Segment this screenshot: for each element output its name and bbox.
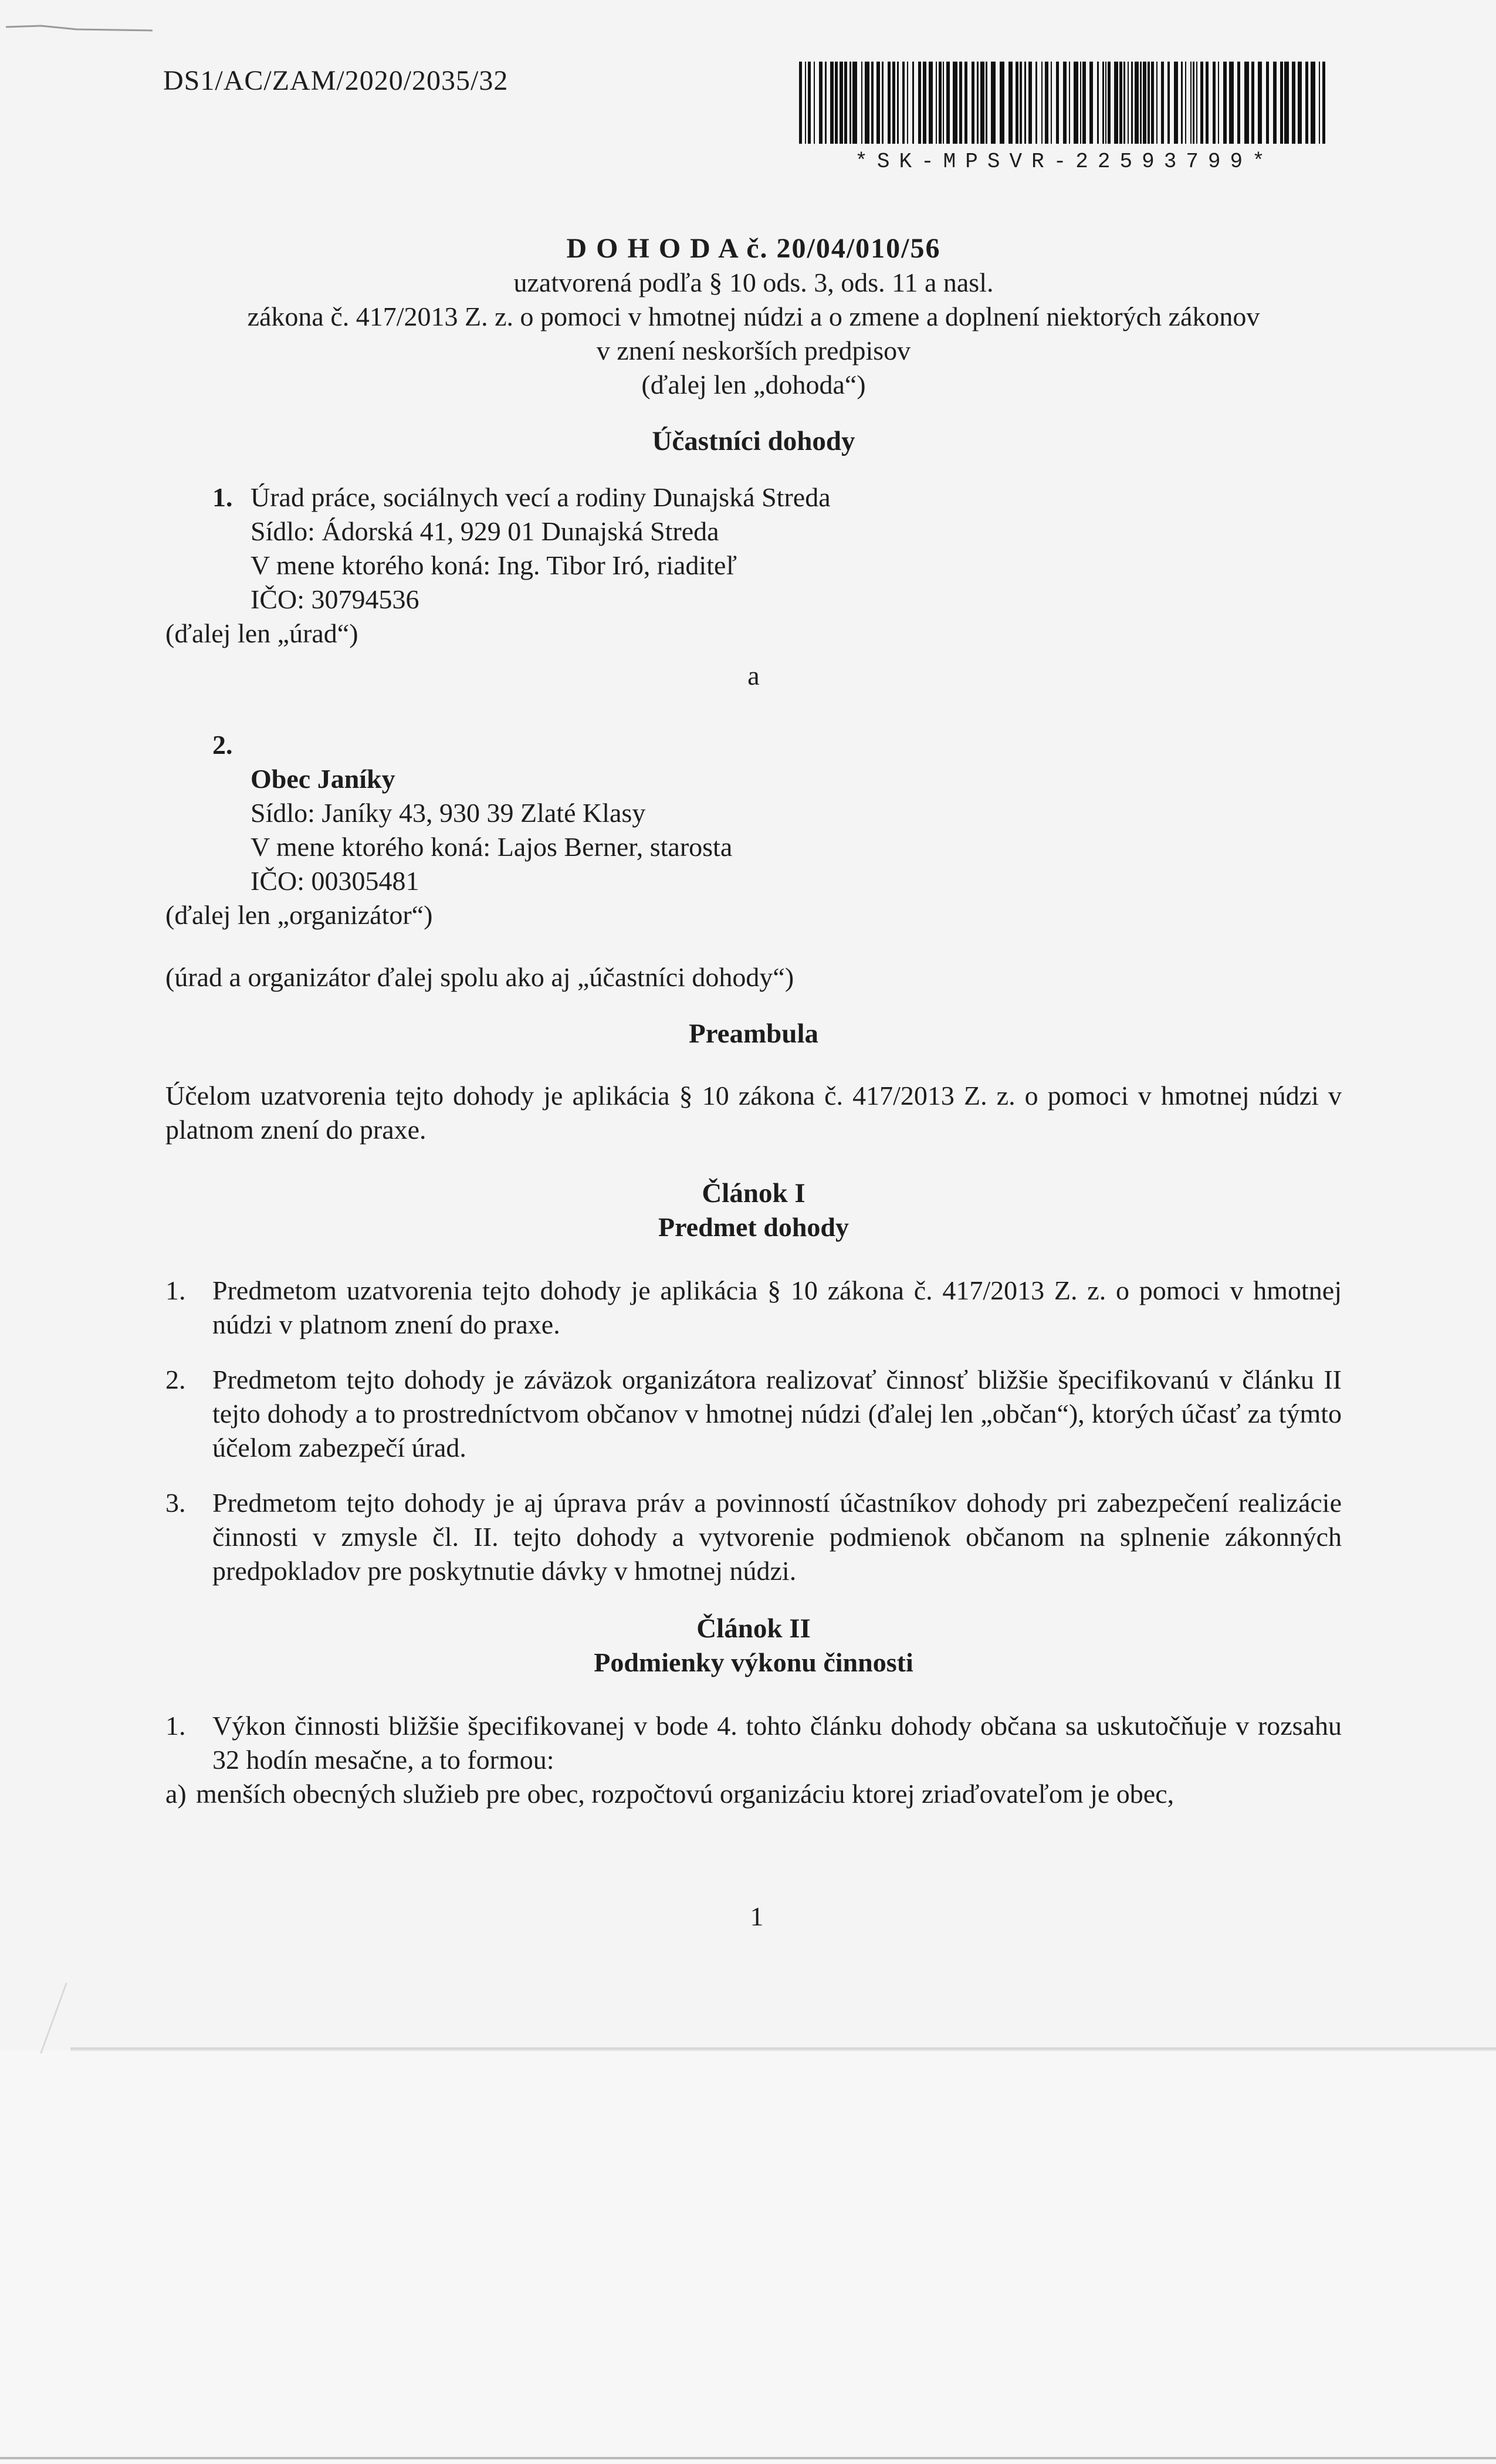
barcode-text: *SK-MPSVR-22593799* [855, 150, 1274, 174]
article-2-heading: Článok II [696, 1613, 811, 1644]
list-item: 1. Predmetom uzatvorenia tejto dohody je aplikácia § 10 zákona č. 417/2013 Z. z. o pomoci v hmotnej núdzi v platnom znení do praxe. [165, 1275, 1342, 1339]
preamble-heading: Preambula [688, 1018, 819, 1049]
article-2-item-1a: a) menších obecných služieb pre obec, rozpočtovú organizáciu ktorej zriaďovateľom je obec, [165, 1779, 1175, 1809]
conjunction: a [747, 661, 760, 691]
party-name: Úrad práce, sociálnych vecí a rodiny Dunajská Streda [251, 482, 831, 512]
document-content [165, 232, 1342, 1811]
party-alias: (ďalej len „úrad“) [165, 618, 358, 648]
party-number: 2. [212, 730, 233, 760]
title-line: v znení neskorších predpisov [596, 336, 911, 365]
article-1-list [165, 1274, 1342, 1588]
scan-border-line [0, 2457, 1496, 2459]
scan-mark [6, 22, 153, 34]
title-line: zákona č. 417/2013 Z. z. o pomoci v hmotnej núdzi a o zmene a doplnení niektorých zákonov [247, 302, 1260, 331]
party-name: Obec Janíky [251, 764, 395, 794]
party-seat: Sídlo: Ádorská 41, 929 01 Dunajská Streda [251, 516, 719, 546]
article-1-subheading: Predmet dohody [658, 1212, 849, 1242]
party-ico: IČO: 00305481 [251, 866, 419, 896]
title-line: uzatvorená podľa § 10 ods. 3, ods. 11 a nasl. [513, 268, 994, 297]
party-1 [165, 480, 1342, 617]
page-shadow-edge [70, 2047, 1496, 2051]
party-number: 1. [212, 482, 233, 512]
page-number: 1 [750, 1901, 764, 1931]
party-representative: V mene ktorého koná: Lajos Berner, starosta [251, 832, 733, 862]
joint-alias: (úrad a organizátor ďalej spolu ako aj „účastníci dohody“) [165, 962, 794, 992]
title-line: (ďalej len „dohoda“) [641, 370, 866, 400]
barcode [799, 62, 1330, 174]
article-2-subheading: Podmienky výkonu činnosti [594, 1647, 913, 1677]
article-2-item-1: 1. Výkon činnosti bližšie špecifikovanej v bode 4. tohto článku dohody občana sa uskutočňuje v rozsahu 32 hodín mesačne, a to formou: [165, 1711, 1342, 1775]
barcode-bars [799, 62, 1330, 144]
party-ico: IČO: 30794536 [251, 584, 419, 614]
parties-heading: Účastníci dohody [652, 426, 855, 456]
party-representative: V mene ktorého koná: Ing. Tibor Iró, riaditeľ [251, 550, 737, 580]
list-item: 3. Predmetom tejto dohody je aj úprava práv a povinností účastníkov dohody pri zabezpečení realizácie činnosti v zmysle čl. II. tejto dohody a vytvorenie podmienok občanom na splnenie zákonných predpokladov pre poskytnutie dávky v hmotnej núdzi. [165, 1488, 1342, 1586]
party-alias: (ďalej len „organizátor“) [165, 900, 433, 930]
file-reference: DS1/AC/ZAM/2020/2035/32 [163, 65, 509, 96]
list-item: 2. Predmetom tejto dohody je záväzok organizátora realizovať činnosť bližšie špecifikovanú v článku II tejto dohody a to prostredníctvom občanov v hmotnej núdzi (ďalej len „občan“), ktorých účasť za týmto účelom zabezpečí úrad. [165, 1365, 1342, 1463]
preamble-text: Účelom uzatvorenia tejto dohody je aplikácia § 10 zákona č. 417/2013 Z. z. o pomoci v hmotnej núdzi v platnom znení do praxe. [165, 1081, 1342, 1145]
party-seat: Sídlo: Janíky 43, 930 39 Zlaté Klasy [251, 798, 646, 828]
document-title: D O H O D A č. 20/04/010/56 [566, 233, 941, 264]
party-2 [165, 728, 1342, 898]
article-1-heading: Článok I [702, 1178, 805, 1209]
